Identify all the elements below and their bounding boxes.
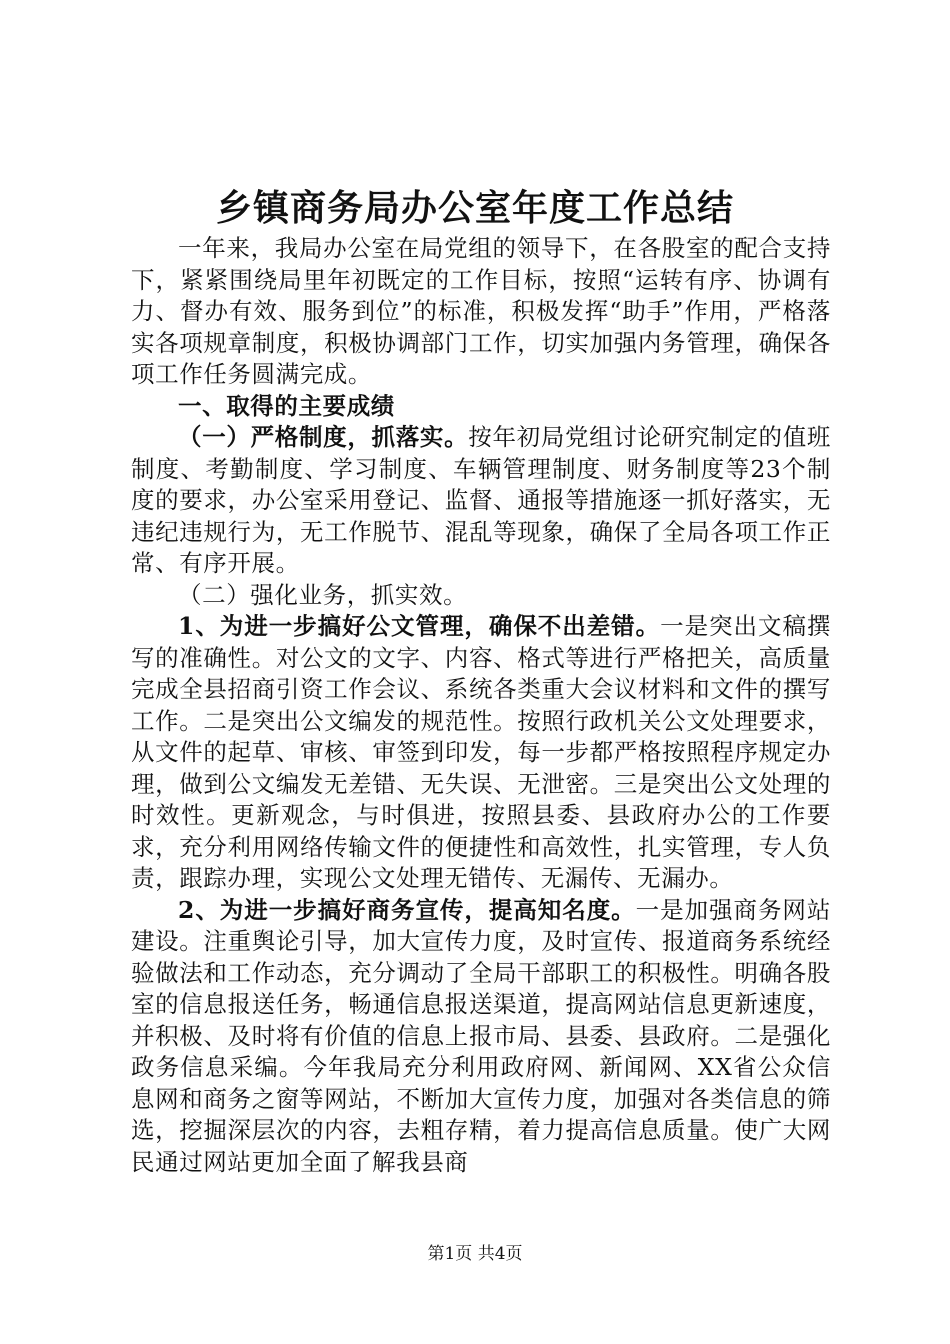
item-paragraph-documents bbox=[131, 611, 831, 895]
item-text-publicity: 一是加强商务网站建设。注重舆论引导，加大宣传力度，及时宣传、报道商务系统经验做法和工作动态，充分调动了全局干部职工的积极性。明确各股室的信息报送任务，畅通信息报送渠道，提高网站信息更新速度，并积极、及时将有价值的信息上报市局、县委、县政府。二是强化政务信息采编。今年我局充分利用政府网、新闻网、XX省公众信息网和商务之窗等网站，不断加大宣传力度，加强对各类信息的筛选，挖掘深层次的内容，去粗存精，着力提高信息质量。使广大网民通过网站更加全面了解我县商 bbox=[131, 895, 831, 1176]
page-footer: 第1页 共4页 bbox=[427, 1244, 523, 1264]
document-body bbox=[131, 233, 831, 1178]
item-paragraph-publicity bbox=[131, 895, 831, 1179]
item-text-documents: 一是突出文稿撰写的准确性。对公文的文字、内容、格式等进行严格把关，高质量完成全县招商引资工作会议、系统各类重大会议材料和文件的撰写工作。二是突出公文编发的规范性。按照行政机关公文处理要求，从文件的起草、审核、审签到印发，每一步都严格按照程序规定办理，做到公文编发无差错、无失误、无泄密。三是突出公文处理的时效性。更新观念，与时俱进，按照县委、县政府办公的工作要求，充分利用网络传输文件的便捷性和高效性，扎实管理，专人负责，跟踪办理，实现公文处理无错传、无漏传、无漏办。 bbox=[131, 612, 832, 892]
item-lead-publicity: 2、为进一步搞好商务宣传，提高知名度。 bbox=[178, 895, 636, 924]
subsection-heading-business: （二）强化业务，抓实效。 bbox=[178, 580, 468, 609]
item-lead-documents: 1、为进一步搞好公文管理，确保不出差错。 bbox=[178, 612, 661, 640]
intro-paragraph: 一年来，我局办公室在局党组的领导下，在各股室的配合支持下，紧紧围绕局里年初既定的工作目标，按照“运转有序、协调有力、督办有效、服务到位”的标准，积极发挥“助手”作用，严格落实各项规章制度，积极协调部门工作，切实加强内务管理，确保各项工作任务圆满完成。 bbox=[131, 234, 831, 388]
subsection-text-system: 按年初局党组讨论研究制定的值班制度、考勤制度、学习制度、车辆管理制度、财务制度等23个制度的要求，办公室采用登记、监督、通报等措施逐一抓好落实，无违纪违规行为，无工作脱节、混乱等现象，确保了全局各项工作正常、有序开展。 bbox=[131, 423, 832, 577]
subsection-paragraph-system bbox=[131, 422, 831, 580]
page-title: 乡镇商务局办公室年度工作总结 bbox=[215, 187, 734, 229]
subsection-lead-system: （一）严格制度，抓落实。 bbox=[178, 423, 469, 451]
section-heading-achievements: 一、取得的主要成绩 bbox=[178, 391, 395, 420]
